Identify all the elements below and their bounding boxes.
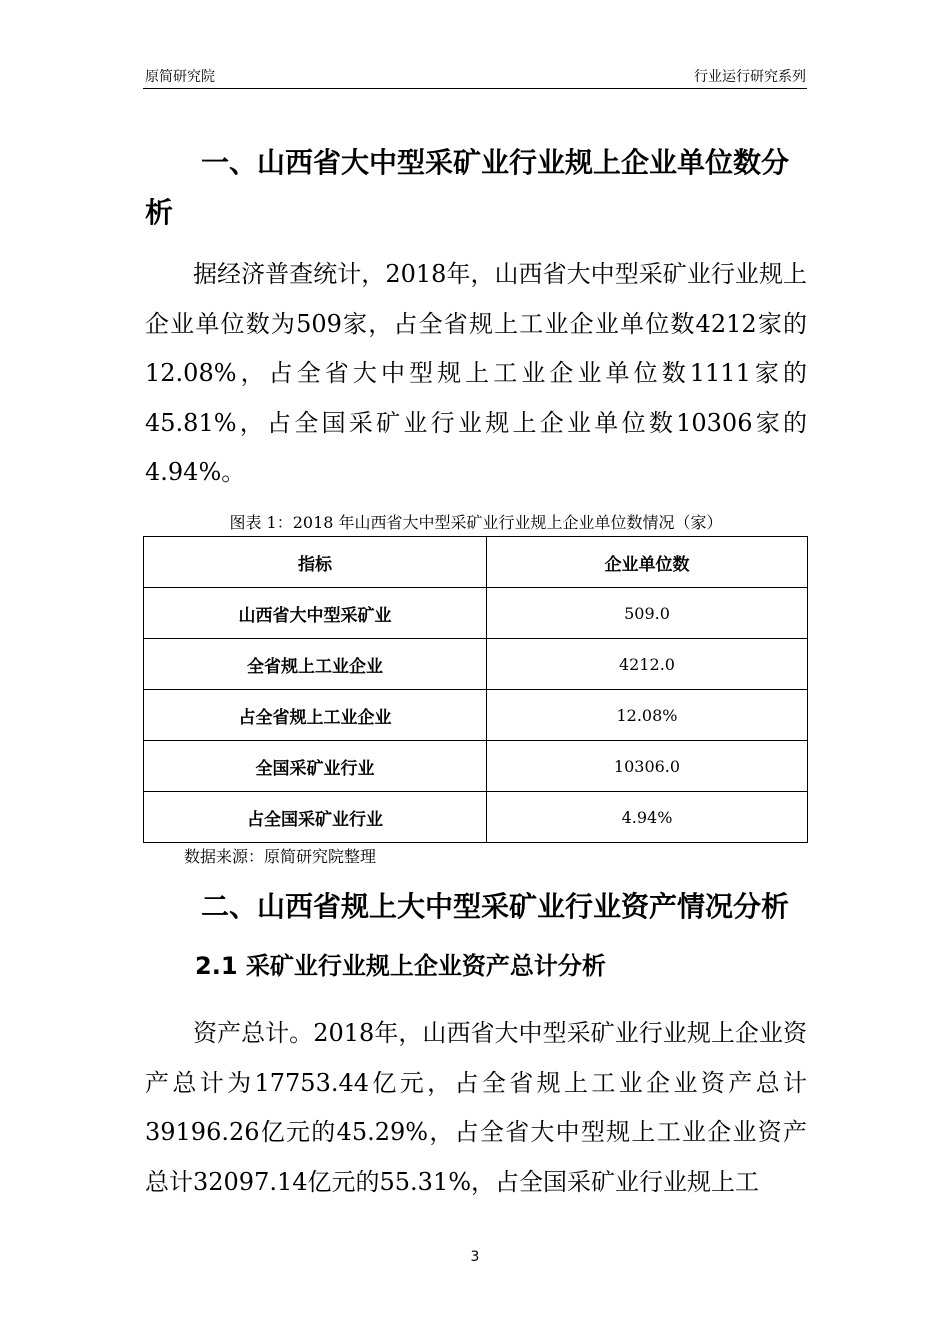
column-header-indicator: 指标 [144, 537, 487, 588]
row-value: 509.0 [487, 588, 808, 639]
row-label: 山西省大中型采矿业 [144, 588, 487, 639]
row-value: 4212.0 [487, 639, 808, 690]
column-header-count: 企业单位数 [487, 537, 808, 588]
row-label: 全省规上工业企业 [144, 639, 487, 690]
section2-paragraph: 资产总计。2018年，山西省大中型采矿业行业规上企业资产总计为17753.44亿元，占全省规上工业企业资产总计39196.26亿元的45.29%，占全省大中型规上工业企业资产总计32097.14亿元的55.31%，占全国采矿业行业规上工 [145, 1019, 807, 1196]
header-org-name: 原简研究院 [145, 69, 215, 85]
header-series-name: 行业运行研究系列 [694, 69, 806, 85]
header-divider [143, 88, 807, 89]
table-row [144, 588, 808, 639]
table-row [144, 741, 808, 792]
table-row [144, 639, 808, 690]
row-value: 12.08% [487, 690, 808, 741]
subsection-title: 2.1 采矿业行业规上企业资产总计分析 [195, 952, 606, 980]
data-table [143, 536, 808, 843]
section1-title: 一、山西省大中型采矿业行业规上企业单位数分析 [145, 146, 790, 229]
row-value: 10306.0 [487, 741, 808, 792]
table-caption: 图表 1：2018 年山西省大中型采矿业行业规上企业单位数情况（家） [229, 513, 723, 532]
table-row [144, 792, 808, 843]
table-row [144, 690, 808, 741]
row-label: 全国采矿业行业 [144, 741, 487, 792]
section2-title: 二、山西省规上大中型采矿业行业资产情况分析 [201, 890, 790, 923]
row-value: 4.94% [487, 792, 808, 843]
section1-paragraph: 据经济普查统计，2018年，山西省大中型采矿业行业规上企业单位数为509家，占全省规上工业企业单位数4212家的12.08%，占全省大中型规上工业企业单位数1111家的45.81%，占全国采矿业行业规上企业单位数10306家的4.94%。 [145, 260, 807, 486]
table-source-note: 数据来源：原简研究院整理 [184, 847, 377, 866]
row-label: 占全省规上工业企业 [144, 690, 487, 741]
row-label: 占全国采矿业行业 [144, 792, 487, 843]
table-header-row [144, 537, 808, 588]
page-number: 3 [470, 1249, 480, 1265]
